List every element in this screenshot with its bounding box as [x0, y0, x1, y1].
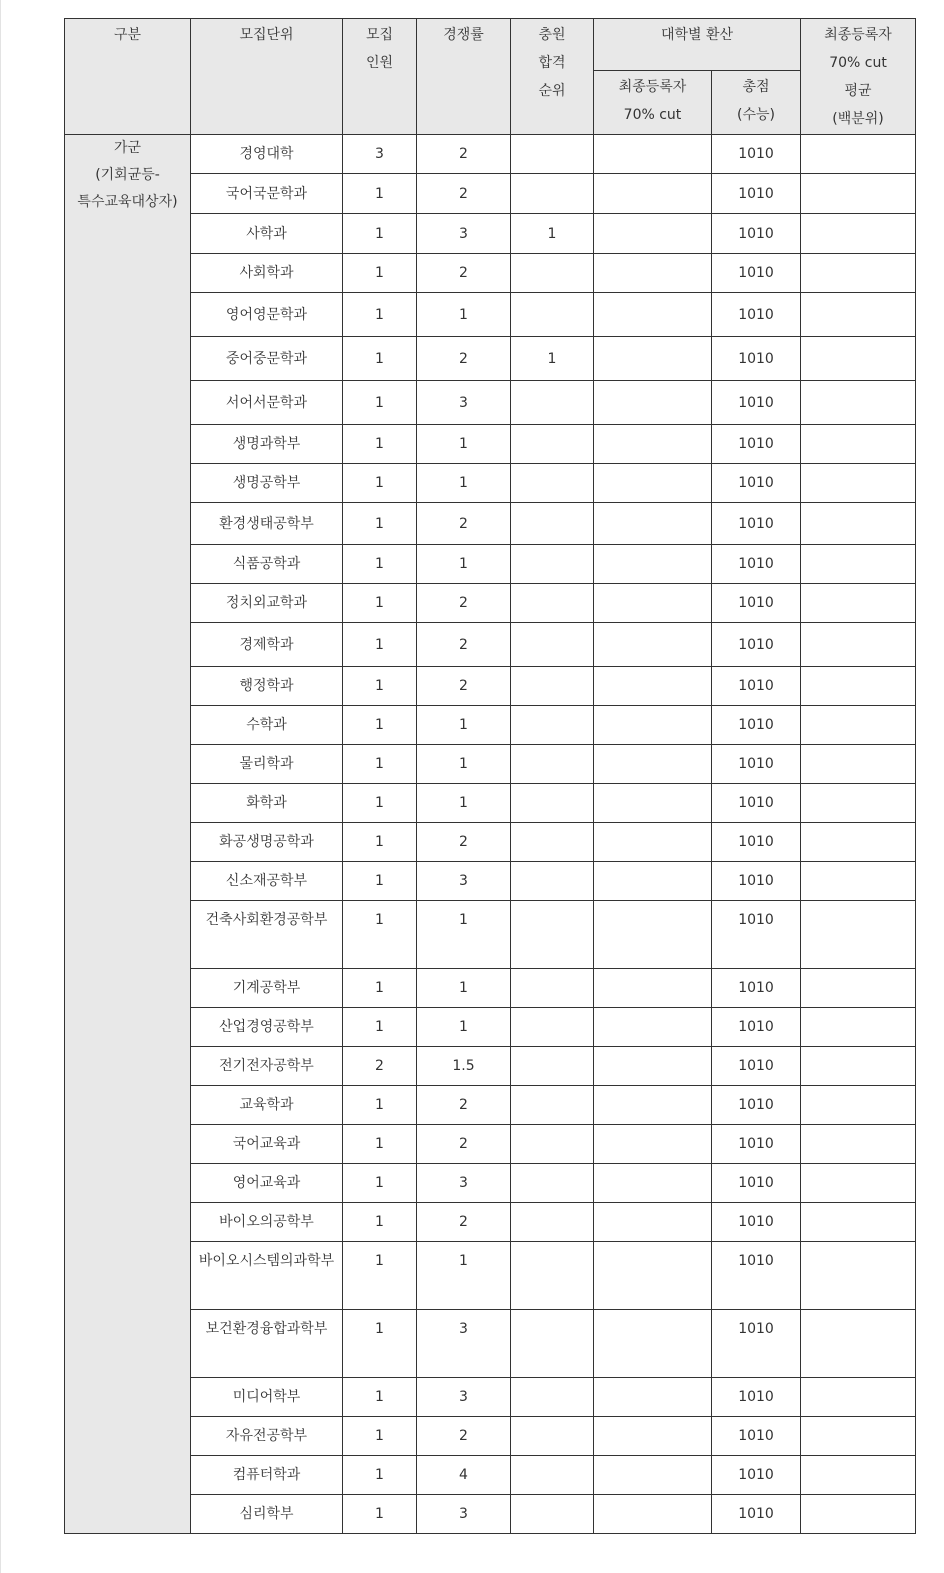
cell-cut [594, 584, 712, 623]
cell-cut [594, 823, 712, 862]
cell-competition: 2 [417, 823, 511, 862]
cell-final [801, 545, 916, 584]
cell-quota: 1 [343, 214, 417, 254]
cell-unit: 수학과 [191, 706, 343, 745]
cell-total: 1010 [712, 862, 801, 901]
cell-final [801, 254, 916, 293]
cell-cut [594, 623, 712, 667]
cell-unit: 국어국문학과 [191, 174, 343, 214]
cell-waitlist [511, 1164, 594, 1203]
cell-final [801, 584, 916, 623]
cell-final [801, 823, 916, 862]
cell-waitlist [511, 381, 594, 425]
cell-waitlist [511, 901, 594, 969]
cell-competition: 3 [417, 1378, 511, 1417]
cell-competition: 1 [417, 293, 511, 337]
cell-quota: 1 [343, 1164, 417, 1203]
table-row [65, 1378, 916, 1417]
cell-unit: 국어교육과 [191, 1125, 343, 1164]
header-final-line: 70% cut [829, 55, 887, 71]
header-conv-total [712, 71, 801, 135]
cell-unit: 신소재공학부 [191, 862, 343, 901]
cell-waitlist [511, 254, 594, 293]
cell-competition: 1 [417, 545, 511, 584]
cell-competition: 2 [417, 584, 511, 623]
cell-cut [594, 1086, 712, 1125]
table-row [65, 745, 916, 784]
cell-competition: 2 [417, 1417, 511, 1456]
cell-competition: 2 [417, 254, 511, 293]
cell-cut [594, 706, 712, 745]
cell-total: 1010 [712, 1242, 801, 1310]
header-category: 구분 [65, 19, 191, 135]
table-row [65, 174, 916, 214]
cell-total: 1010 [712, 1086, 801, 1125]
cell-total: 1010 [712, 174, 801, 214]
header-waitlist-line: 합격 [538, 55, 566, 71]
cell-final [801, 969, 916, 1008]
cell-quota: 1 [343, 1125, 417, 1164]
cell-waitlist [511, 584, 594, 623]
cell-waitlist [511, 425, 594, 464]
cell-waitlist: 1 [511, 337, 594, 381]
table-row [65, 1242, 916, 1310]
cell-final [801, 623, 916, 667]
cell-total: 1010 [712, 1203, 801, 1242]
cell-cut [594, 667, 712, 706]
cell-waitlist [511, 667, 594, 706]
cell-cut [594, 1047, 712, 1086]
cell-quota: 1 [343, 464, 417, 503]
header-conv-total-line: (수능) [737, 107, 775, 123]
cell-total: 1010 [712, 901, 801, 969]
cell-final [801, 503, 916, 545]
cell-unit: 물리학과 [191, 745, 343, 784]
cell-cut [594, 745, 712, 784]
cell-final [801, 1008, 916, 1047]
cell-quota: 1 [343, 425, 417, 464]
table-row [65, 293, 916, 337]
cell-quota: 1 [343, 293, 417, 337]
cell-total: 1010 [712, 464, 801, 503]
cell-competition: 2 [417, 1125, 511, 1164]
cell-unit: 경제학과 [191, 623, 343, 667]
table-row [65, 381, 916, 425]
cell-competition: 1 [417, 969, 511, 1008]
header-final-line: 최종등록자 [824, 27, 892, 43]
cell-unit: 식품공학과 [191, 545, 343, 584]
table-row [65, 584, 916, 623]
cell-unit: 자유전공학부 [191, 1417, 343, 1456]
cell-quota: 1 [343, 1008, 417, 1047]
cell-unit: 생명공학부 [191, 464, 343, 503]
header-unit: 모집단위 [191, 19, 343, 135]
cell-waitlist [511, 135, 594, 174]
cell-waitlist [511, 1310, 594, 1378]
cell-quota: 1 [343, 254, 417, 293]
cell-competition: 2 [417, 174, 511, 214]
cell-total: 1010 [712, 545, 801, 584]
cell-cut [594, 784, 712, 823]
table-row [65, 1456, 916, 1495]
cell-competition: 3 [417, 1495, 511, 1534]
cell-final [801, 293, 916, 337]
cell-total: 1010 [712, 1164, 801, 1203]
cell-quota: 1 [343, 584, 417, 623]
cell-waitlist [511, 823, 594, 862]
header-conversion: 대학별 환산 [594, 19, 801, 71]
cell-unit: 경영대학 [191, 135, 343, 174]
cell-waitlist [511, 969, 594, 1008]
cell-quota: 1 [343, 706, 417, 745]
cell-cut [594, 1164, 712, 1203]
table-row [65, 706, 916, 745]
cell-waitlist [511, 545, 594, 584]
cell-competition: 2 [417, 337, 511, 381]
cell-competition: 1 [417, 1008, 511, 1047]
table-row [65, 214, 916, 254]
cell-total: 1010 [712, 623, 801, 667]
cell-competition: 1 [417, 745, 511, 784]
cell-unit: 미디어학부 [191, 1378, 343, 1417]
cell-quota: 1 [343, 381, 417, 425]
cell-quota: 1 [343, 503, 417, 545]
cell-cut [594, 1203, 712, 1242]
cell-total: 1010 [712, 503, 801, 545]
cell-competition: 2 [417, 1086, 511, 1125]
cell-final [801, 745, 916, 784]
cell-waitlist [511, 1008, 594, 1047]
cell-waitlist [511, 1086, 594, 1125]
cell-quota: 1 [343, 745, 417, 784]
header-competition: 경쟁률 [417, 19, 511, 135]
cell-competition: 2 [417, 503, 511, 545]
cell-final [801, 1417, 916, 1456]
table-row [65, 464, 916, 503]
category-line: (기회균등- [95, 167, 160, 183]
cell-cut [594, 381, 712, 425]
cell-unit: 행정학과 [191, 667, 343, 706]
cell-final [801, 1378, 916, 1417]
cell-total: 1010 [712, 337, 801, 381]
cell-competition: 4 [417, 1456, 511, 1495]
cell-competition: 3 [417, 381, 511, 425]
cell-cut [594, 1125, 712, 1164]
cell-cut [594, 503, 712, 545]
cell-cut [594, 1378, 712, 1417]
cell-cut [594, 425, 712, 464]
header-waitlist-line: 순위 [538, 83, 566, 99]
table-row [65, 901, 916, 969]
cell-quota: 1 [343, 174, 417, 214]
cell-competition: 1 [417, 1242, 511, 1310]
cell-cut [594, 901, 712, 969]
header-quota [343, 19, 417, 135]
table-row [65, 425, 916, 464]
cell-quota: 1 [343, 1086, 417, 1125]
cell-competition: 2 [417, 667, 511, 706]
table-row [65, 1310, 916, 1378]
table-row [65, 1164, 916, 1203]
cell-unit: 심리학부 [191, 1495, 343, 1534]
cell-quota: 1 [343, 969, 417, 1008]
table-body [65, 135, 916, 1534]
cell-final [801, 862, 916, 901]
header-final [801, 19, 916, 135]
cell-quota: 1 [343, 1456, 417, 1495]
cell-competition: 1 [417, 784, 511, 823]
cell-cut [594, 1456, 712, 1495]
table-row [65, 823, 916, 862]
cell-cut [594, 135, 712, 174]
cell-competition: 3 [417, 862, 511, 901]
cell-quota: 1 [343, 784, 417, 823]
cell-final [801, 1456, 916, 1495]
cell-waitlist [511, 862, 594, 901]
cell-final [801, 784, 916, 823]
table-row [65, 337, 916, 381]
table-row [65, 784, 916, 823]
table-row [65, 1495, 916, 1534]
table-row [65, 503, 916, 545]
cell-final [801, 337, 916, 381]
cell-total: 1010 [712, 969, 801, 1008]
cell-quota: 1 [343, 623, 417, 667]
cell-unit: 정치외교학과 [191, 584, 343, 623]
cell-cut [594, 174, 712, 214]
cell-total: 1010 [712, 823, 801, 862]
cell-waitlist [511, 1417, 594, 1456]
cell-cut [594, 464, 712, 503]
header-waitlist-line: 충원 [538, 27, 566, 43]
category-line: 가군 [113, 140, 142, 156]
cell-final [801, 1242, 916, 1310]
cell-final [801, 214, 916, 254]
cell-quota: 1 [343, 1203, 417, 1242]
cell-cut [594, 254, 712, 293]
cell-cut [594, 969, 712, 1008]
category-cell [65, 135, 191, 1534]
cell-total: 1010 [712, 293, 801, 337]
cell-total: 1010 [712, 584, 801, 623]
cell-quota: 1 [343, 1417, 417, 1456]
table-row [65, 623, 916, 667]
cell-competition: 3 [417, 214, 511, 254]
cell-competition: 1 [417, 901, 511, 969]
cell-final [801, 901, 916, 969]
cell-unit: 환경생태공학부 [191, 503, 343, 545]
cell-quota: 1 [343, 545, 417, 584]
cell-unit: 생명과학부 [191, 425, 343, 464]
cell-total: 1010 [712, 706, 801, 745]
cell-competition: 3 [417, 1310, 511, 1378]
cell-waitlist [511, 503, 594, 545]
table-row [65, 667, 916, 706]
cell-final [801, 1310, 916, 1378]
cell-total: 1010 [712, 1495, 801, 1534]
table-row [65, 254, 916, 293]
cell-waitlist: 1 [511, 214, 594, 254]
header-conv-cut-line: 최종등록자 [618, 79, 687, 95]
cell-quota: 1 [343, 823, 417, 862]
admission-results-table [64, 18, 916, 1534]
cell-quota: 2 [343, 1047, 417, 1086]
table-row [65, 545, 916, 584]
cell-unit: 건축사회환경공학부 [191, 901, 343, 969]
cell-total: 1010 [712, 1378, 801, 1417]
cell-waitlist [511, 745, 594, 784]
cell-competition: 1 [417, 425, 511, 464]
cell-unit: 영어영문학과 [191, 293, 343, 337]
cell-quota: 1 [343, 1242, 417, 1310]
cell-unit: 사학과 [191, 214, 343, 254]
cell-waitlist [511, 464, 594, 503]
cell-unit: 교육학과 [191, 1086, 343, 1125]
header-quota-line: 인원 [365, 55, 394, 71]
cell-cut [594, 1417, 712, 1456]
cell-unit: 컴퓨터학과 [191, 1456, 343, 1495]
cell-unit: 화학과 [191, 784, 343, 823]
cell-final [801, 667, 916, 706]
cell-final [801, 1203, 916, 1242]
cell-waitlist [511, 293, 594, 337]
cell-total: 1010 [712, 1125, 801, 1164]
cell-final [801, 1047, 916, 1086]
cell-unit: 전기전자공학부 [191, 1047, 343, 1086]
header-conv-cut-line: 70% cut [623, 107, 682, 123]
header-waitlist [511, 19, 594, 135]
cell-unit: 기계공학부 [191, 969, 343, 1008]
cell-final [801, 1495, 916, 1534]
cell-total: 1010 [712, 254, 801, 293]
cell-quota: 1 [343, 1378, 417, 1417]
cell-final [801, 1164, 916, 1203]
cell-cut [594, 337, 712, 381]
cell-unit: 산업경영공학부 [191, 1008, 343, 1047]
header-final-line: (백분위) [832, 111, 884, 127]
cell-unit: 바이오의공학부 [191, 1203, 343, 1242]
cell-total: 1010 [712, 667, 801, 706]
cell-total: 1010 [712, 1047, 801, 1086]
cell-quota: 1 [343, 337, 417, 381]
cell-competition: 3 [417, 1164, 511, 1203]
header-final-line: 평균 [844, 83, 872, 99]
cell-final [801, 1086, 916, 1125]
cell-final [801, 381, 916, 425]
table-row [65, 1008, 916, 1047]
cell-final [801, 464, 916, 503]
cell-total: 1010 [712, 135, 801, 174]
cell-cut [594, 214, 712, 254]
cell-waitlist [511, 623, 594, 667]
table-row [65, 135, 916, 174]
cell-waitlist [511, 1378, 594, 1417]
cell-total: 1010 [712, 1417, 801, 1456]
cell-waitlist [511, 784, 594, 823]
cell-final [801, 174, 916, 214]
cell-total: 1010 [712, 381, 801, 425]
table-row [65, 1086, 916, 1125]
table-row [65, 1203, 916, 1242]
table-header [65, 19, 916, 135]
cell-cut [594, 1242, 712, 1310]
category-line: 특수교육대상자) [77, 194, 178, 210]
header-conv-cut [594, 71, 712, 135]
cell-quota: 1 [343, 901, 417, 969]
cell-final [801, 425, 916, 464]
cell-unit: 중어중문학과 [191, 337, 343, 381]
cell-total: 1010 [712, 214, 801, 254]
cell-unit: 보건환경융합과학부 [191, 1310, 343, 1378]
header-quota-line: 모집 [365, 27, 394, 43]
cell-cut [594, 545, 712, 584]
cell-total: 1010 [712, 425, 801, 464]
cell-quota: 1 [343, 862, 417, 901]
cell-competition: 1.5 [417, 1047, 511, 1086]
cell-competition: 1 [417, 706, 511, 745]
cell-quota: 1 [343, 667, 417, 706]
cell-unit: 서어서문학과 [191, 381, 343, 425]
cell-cut [594, 293, 712, 337]
table-row [65, 1125, 916, 1164]
cell-waitlist [511, 1456, 594, 1495]
cell-competition: 1 [417, 464, 511, 503]
cell-waitlist [511, 1495, 594, 1534]
cell-waitlist [511, 706, 594, 745]
cell-total: 1010 [712, 784, 801, 823]
cell-unit: 사회학과 [191, 254, 343, 293]
cell-final [801, 706, 916, 745]
cell-total: 1010 [712, 1310, 801, 1378]
cell-cut [594, 1310, 712, 1378]
cell-total: 1010 [712, 1456, 801, 1495]
table-row [65, 1417, 916, 1456]
cell-waitlist [511, 1047, 594, 1086]
cell-waitlist [511, 174, 594, 214]
cell-waitlist [511, 1242, 594, 1310]
cell-competition: 2 [417, 135, 511, 174]
cell-quota: 1 [343, 1495, 417, 1534]
cell-final [801, 1125, 916, 1164]
cell-waitlist [511, 1203, 594, 1242]
cell-cut [594, 1495, 712, 1534]
header-conv-total-line: 총점 [742, 79, 770, 95]
cell-cut [594, 1008, 712, 1047]
cell-cut [594, 862, 712, 901]
cell-quota: 1 [343, 1310, 417, 1378]
cell-final [801, 135, 916, 174]
cell-quota: 3 [343, 135, 417, 174]
cell-competition: 2 [417, 623, 511, 667]
cell-total: 1010 [712, 745, 801, 784]
cell-waitlist [511, 1125, 594, 1164]
cell-total: 1010 [712, 1008, 801, 1047]
table-row [65, 862, 916, 901]
cell-unit: 영어교육과 [191, 1164, 343, 1203]
table-row [65, 969, 916, 1008]
cell-unit: 화공생명공학과 [191, 823, 343, 862]
cell-unit: 바이오시스템의과학부 [191, 1242, 343, 1310]
cell-competition: 2 [417, 1203, 511, 1242]
table-row [65, 1047, 916, 1086]
